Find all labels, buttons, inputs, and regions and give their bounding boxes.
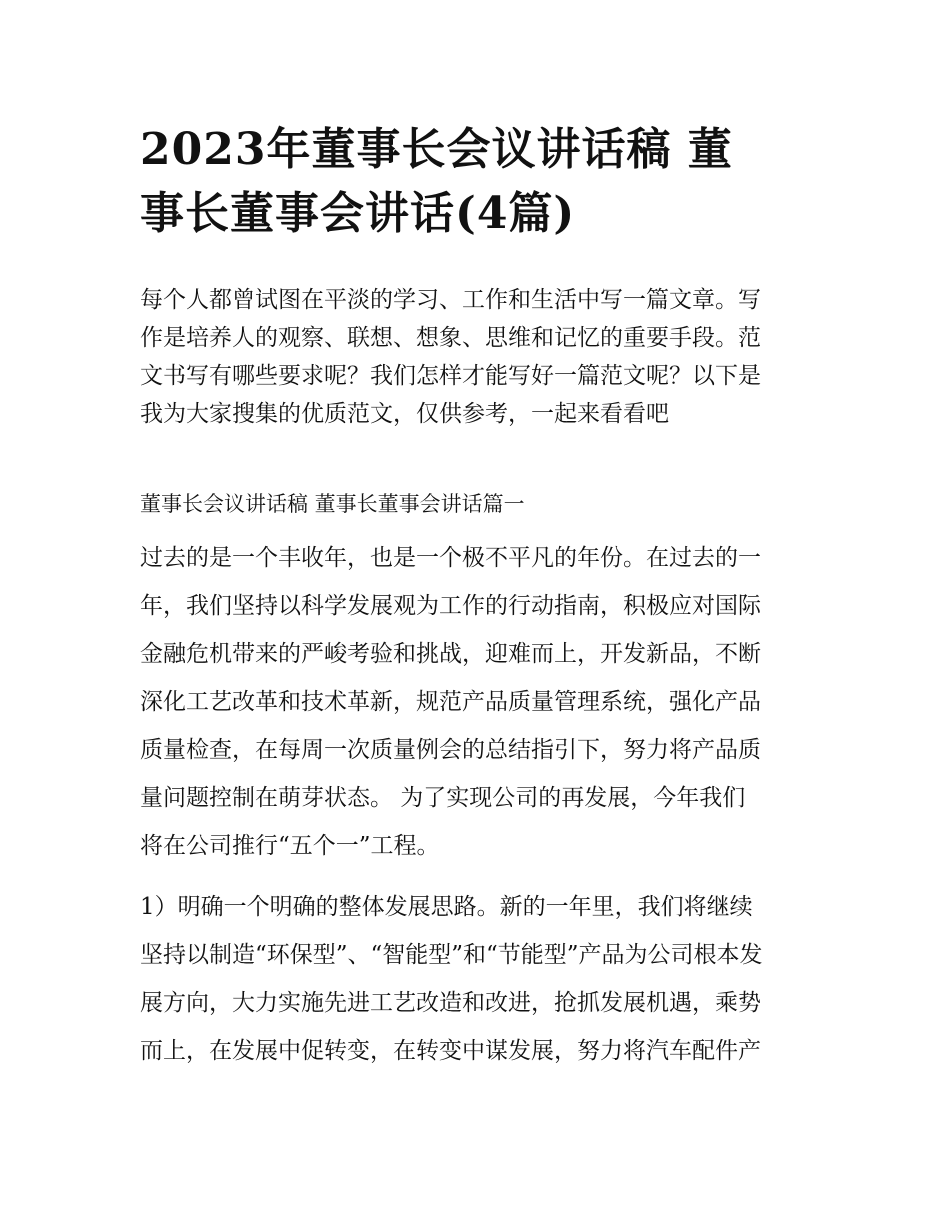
text-line: 将在公司推行“五个一”工程。 <box>140 833 440 859</box>
text-line: 年，我们坚持以科学发展观为工作的行动指南，积极应对国际 <box>140 593 761 619</box>
paragraph-1 <box>140 534 820 870</box>
text-line: 质量检查，在每周一次质量例会的总结指引下，努力将产品质 <box>140 737 761 763</box>
text-line: 展方向，大力实施先进工艺改造和改进，抢抓发展机遇，乘势 <box>140 990 761 1016</box>
paragraph-2 <box>140 883 820 1075</box>
title-line: 2023年董事长会议讲话稿 董 <box>140 124 733 175</box>
document-title <box>140 118 820 246</box>
text-line: 金融危机带来的严峻考验和挑战，迎难而上，开发新品，不断 <box>140 641 761 667</box>
text-line: 量问题控制在萌芽状态。 为了实现公司的再发展，今年我们 <box>140 785 746 811</box>
text-line: 过去的是一个丰收年，也是一个极不平凡的年份。在过去的一 <box>140 545 761 571</box>
text-line: 坚持以制造“环保型”、“智能型”和“节能型”产品为公司根本发 <box>140 942 763 968</box>
text-line: 文书写有哪些要求呢？我们怎样才能写好一篇范文呢？以下是 <box>140 363 761 389</box>
text-line: 每个人都曾试图在平淡的学习、工作和生活中写一篇文章。写 <box>140 287 761 313</box>
text-line: 1）明确一个明确的整体发展思路。新的一年里，我们将继续 <box>140 894 753 920</box>
title-line: 事长董事会讲话(4篇) <box>140 188 576 239</box>
section-heading: 董事长会议讲话稿 董事长董事会讲话篇一 <box>140 492 525 516</box>
text-line: 而上，在发展中促转变，在转变中谋发展，努力将汽车配件产 <box>140 1038 761 1064</box>
text-line: 作是培养人的观察、联想、想象、思维和记忆的重要手段。范 <box>140 325 761 351</box>
intro-paragraph <box>140 281 820 433</box>
text-line: 我为大家搜集的优质范文，仅供参考，一起来看看吧 <box>140 401 669 427</box>
text-line: 深化工艺改革和技术革新，规范产品质量管理系统，强化产品 <box>140 689 761 715</box>
